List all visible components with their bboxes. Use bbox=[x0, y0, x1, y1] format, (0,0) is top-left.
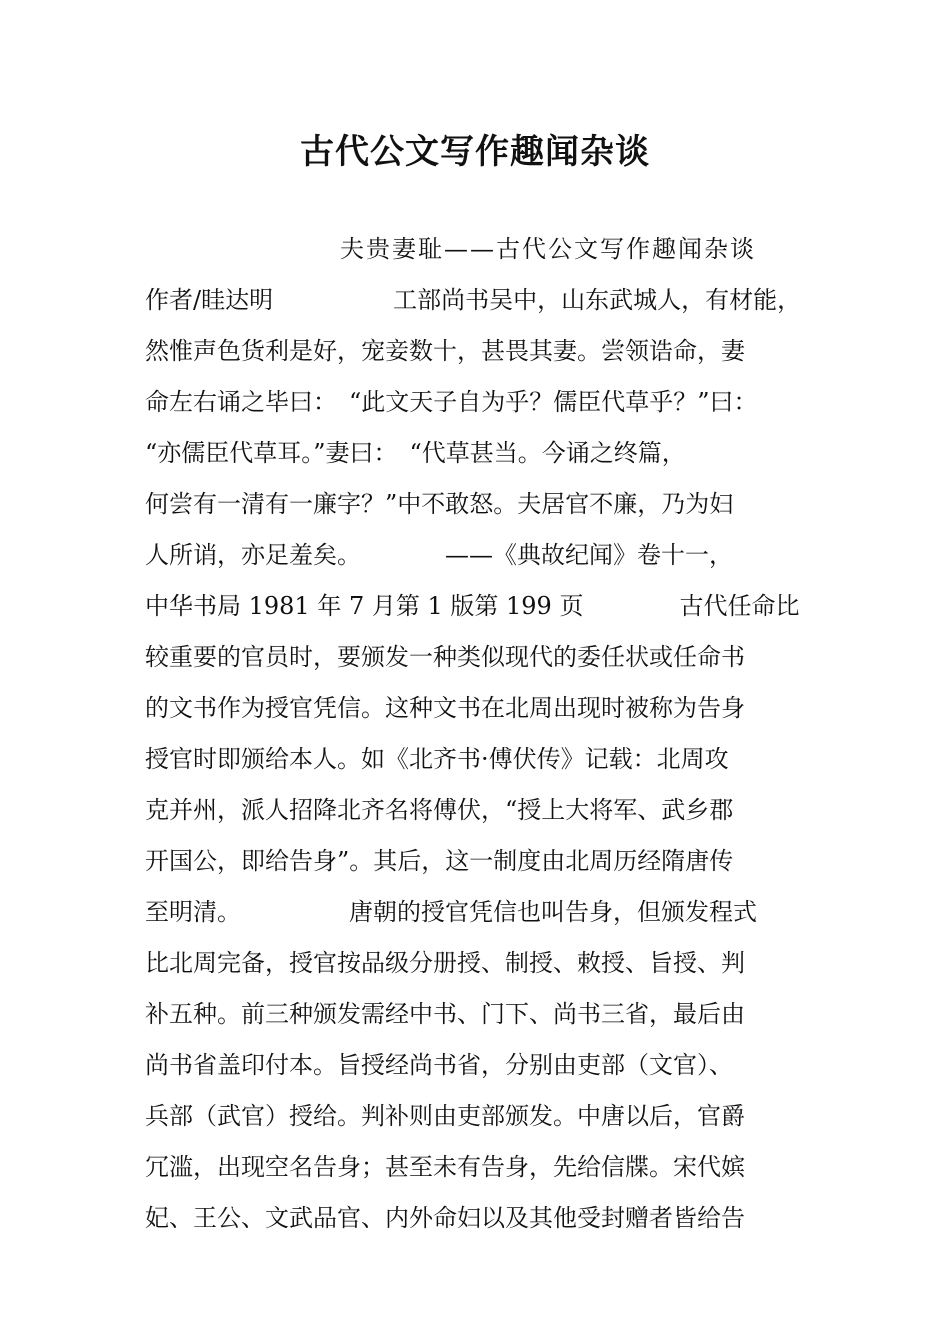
text-line: 兵部（武官）授给。判补则由吏部颁发。中唐以后，官爵 bbox=[145, 1102, 745, 1130]
text-line: 开国公，即给告身”。其后，这一制度由北周历经隋唐传 bbox=[145, 847, 734, 875]
text-line: 何尝有一清有一廉字？”中不敢怒。夫居官不廉，乃为妇 bbox=[145, 490, 734, 518]
text-line: “亦儒臣代草耳。”妻曰： “代草甚当。今诵之终篇， bbox=[145, 439, 686, 467]
text-line: 人所诮，亦足羞矣。 ——《典故纪闻》卷十一， bbox=[145, 541, 733, 569]
text-line: 妃、王公、文武品官、内外命妇以及其他受封赠者皆给告 bbox=[145, 1204, 745, 1232]
text-line: 的文书作为授官凭信。这种文书在北周出现时被称为告身 bbox=[145, 694, 745, 722]
body-text bbox=[145, 224, 825, 1244]
text-line: 然惟声色货利是好，宠妾数十，甚畏其妻。尝领诰命，妻 bbox=[145, 337, 745, 365]
text-line: 命左右诵之毕曰： “此文天子自为乎？儒臣代草乎？”曰： bbox=[145, 388, 758, 416]
text-line: 作者/眭达明 工部尚书吴中，山东武城人，有材能， bbox=[145, 286, 802, 314]
subtitle-line: 夫贵妻耻——古代公文写作趣闻杂谈 bbox=[340, 235, 756, 263]
text-line: 比北周完备，授官按品级分册授、制授、敕授、旨授、判 bbox=[145, 949, 745, 977]
text-line: 补五种。前三种颁发需经中书、门下、尚书三省，最后由 bbox=[145, 1000, 745, 1028]
text-line: 较重要的官员时，要颁发一种类似现代的委任状或任命书 bbox=[145, 643, 745, 671]
text-line: 至明清。 唐朝的授官凭信也叫告身，但颁发程式 bbox=[145, 898, 757, 926]
text-line: 尚书省盖印付本。旨授经尚书省，分别由吏部（文官）、 bbox=[145, 1051, 733, 1079]
text-line: 授官时即颁给本人。如《北齐书·傅伏传》记载：北周攻 bbox=[145, 745, 729, 773]
text-line: 冗滥，出现空名告身；甚至未有告身，先给信牒。宋代嫔 bbox=[145, 1153, 745, 1181]
page-title: 古代公文写作趣闻杂谈 bbox=[300, 132, 650, 172]
text-line: 克并州，派人招降北齐名将傅伏，“授上大将军、武乡郡 bbox=[145, 796, 734, 824]
text-line: 中华书局 1981 年 7 月第 1 版第 199 页 古代任命比 bbox=[145, 592, 800, 620]
